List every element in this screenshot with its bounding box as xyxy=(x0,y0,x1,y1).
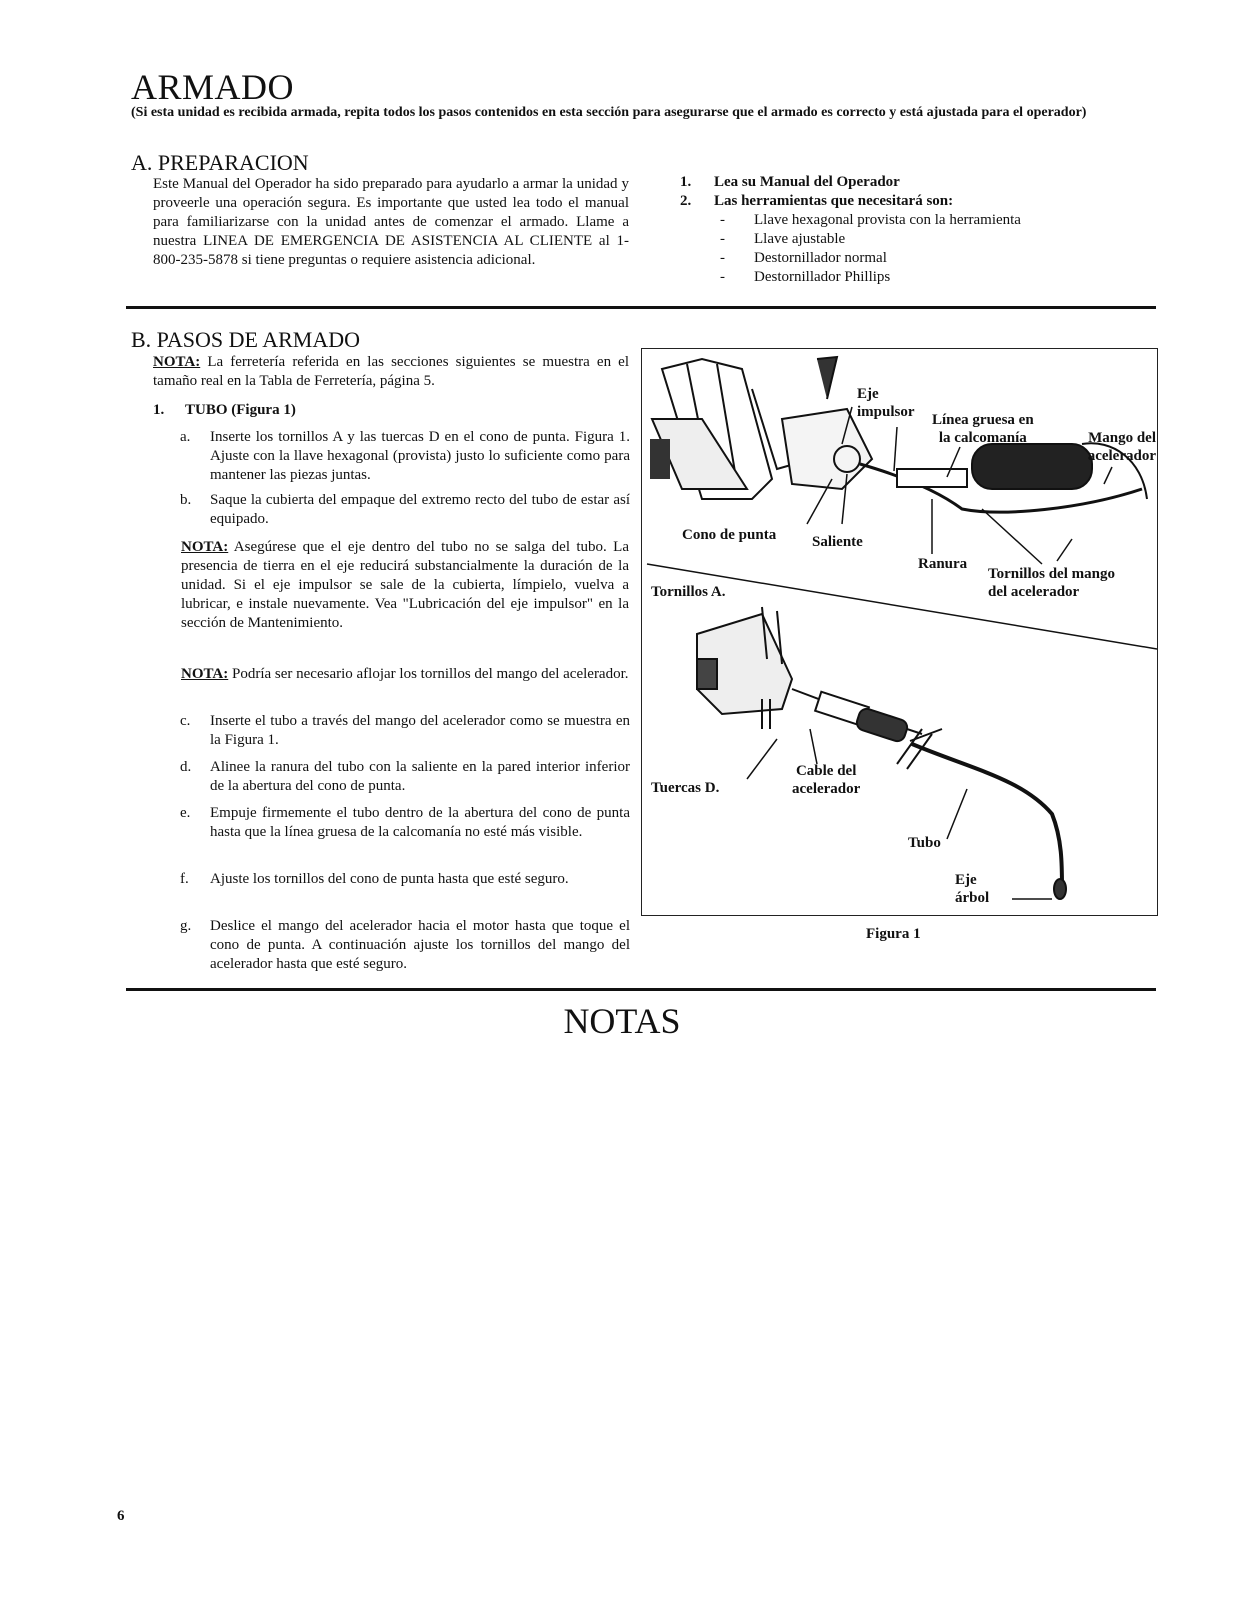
figure-1 xyxy=(641,348,1158,916)
label-tubo: Tubo xyxy=(908,835,941,851)
label-tuercas-d: Tuercas D. xyxy=(651,780,720,796)
tool-item: - Destornillador normal xyxy=(720,250,887,266)
step-item-g: g. Deslice el mango del acelerador hacia el motor hasta que toque el cono de punta. A continuación ajuste los tornillos del mango del acelerador hasta que esté seguro. xyxy=(180,918,630,972)
tool-item: - Llave hexagonal provista con la herramienta xyxy=(720,212,1021,228)
step-title: 1. TUBO (Figura 1) xyxy=(153,402,296,418)
label-tornillos-a: Tornillos A. xyxy=(651,584,726,600)
list-item: 2. Las herramientas que necesitará son: xyxy=(680,193,954,209)
step-item-b: b. Saque la cubierta del empaque del extremo recto del tubo de estar así equipado. xyxy=(180,492,630,527)
notas-heading: NOTAS xyxy=(563,1001,681,1041)
label-ranura: Ranura xyxy=(918,556,968,572)
step-item-f: f. Ajuste los tornillos del cono de punta hasta que esté seguro. xyxy=(180,871,569,887)
nota-1: NOTA: La ferretería referida en las secciones siguientes se muestra en el tamaño real en la Tabla de Ferretería, página 5. xyxy=(153,354,630,389)
label-saliente: Saliente xyxy=(812,534,863,550)
tools-list xyxy=(680,173,1120,287)
figure-caption: Figura 1 xyxy=(866,926,921,942)
page-subtitle: (Si esta unidad es recibida armada, repita todos los pasos contenidos en esta sección para asegurarse que el armado es correcto y está ajustada para el operador) xyxy=(131,105,1087,120)
label-tornillos-mango: Tornillos del mango del acelerador xyxy=(988,566,1115,600)
step-item-e: e. Empuje firmemente el tubo dentro de la abertura del cono de punta hasta que la línea gruesa de la calcomanía no esté más visible. xyxy=(180,805,630,840)
tool-item: - Llave ajustable xyxy=(720,231,846,247)
step-item-a: a. Inserte los tornillos A y las tuercas D en el cono de punta. Figura 1. Ajuste con la llave hexagonal (provista) justo lo suficiente como para mantener las piezas juntas. xyxy=(180,429,630,483)
label-mango-acelerador: Mango del acelerador xyxy=(1087,430,1156,464)
page-title: ARMADO xyxy=(131,67,295,107)
divider xyxy=(126,306,1156,309)
divider xyxy=(126,988,1156,991)
nota-3: NOTA: Podría ser necesario aflojar los tornillos del mango del acelerador. xyxy=(181,666,629,682)
section-a-heading: A. PREPARACION xyxy=(131,150,309,175)
tool-item: - Destornillador Phillips xyxy=(720,269,891,285)
list-item: 1. Lea su Manual del Operador xyxy=(680,174,900,190)
nota-2: NOTA: Asegúrese que el eje dentro del tubo no se salga del tubo. La presencia de tierra en el eje reducirá substancialmente la duración de la unidad. Si el eje impulsor se sale de la cubierta, límpielo, vuelva a lubricar, e instale nuevamente. Vea "Lubricación del eje impulsor" en la sección de Mantenimiento. xyxy=(181,539,629,631)
label-eje-arbol: Eje árbol xyxy=(955,872,990,906)
label-linea-gruesa: Línea gruesa en la calcomanía xyxy=(932,412,1034,446)
section-a-intro: Este Manual del Operador ha sido preparado para ayudarlo a armar la unidad y proveerle una operación segura. Es importante que usted lea todo el manual para familiarizarse con la unidad antes de comenzar el armado. Llame a nuestra LINEA DE EMERGENCIA DE ASISTENCIA AL CLIENTE al 1-800-235-5878 si tiene preguntas o requiere asistencia adicional. xyxy=(153,176,629,268)
label-eje-impulsor: Eje impulsor xyxy=(857,386,915,420)
label-cono-punta: Cono de punta xyxy=(682,527,777,543)
section-b-heading: B. PASOS DE ARMADO xyxy=(131,327,361,352)
step-item-d: d. Alinee la ranura del tubo con la saliente en la pared interior inferior de la abertura del cono de punta. xyxy=(180,759,630,794)
step-item-c: c. Inserte el tubo a través del mango del acelerador como se muestra en la Figura 1. xyxy=(180,713,630,748)
label-cable-acelerador: Cable del acelerador xyxy=(792,763,861,797)
page-number: 6 xyxy=(117,1508,125,1524)
